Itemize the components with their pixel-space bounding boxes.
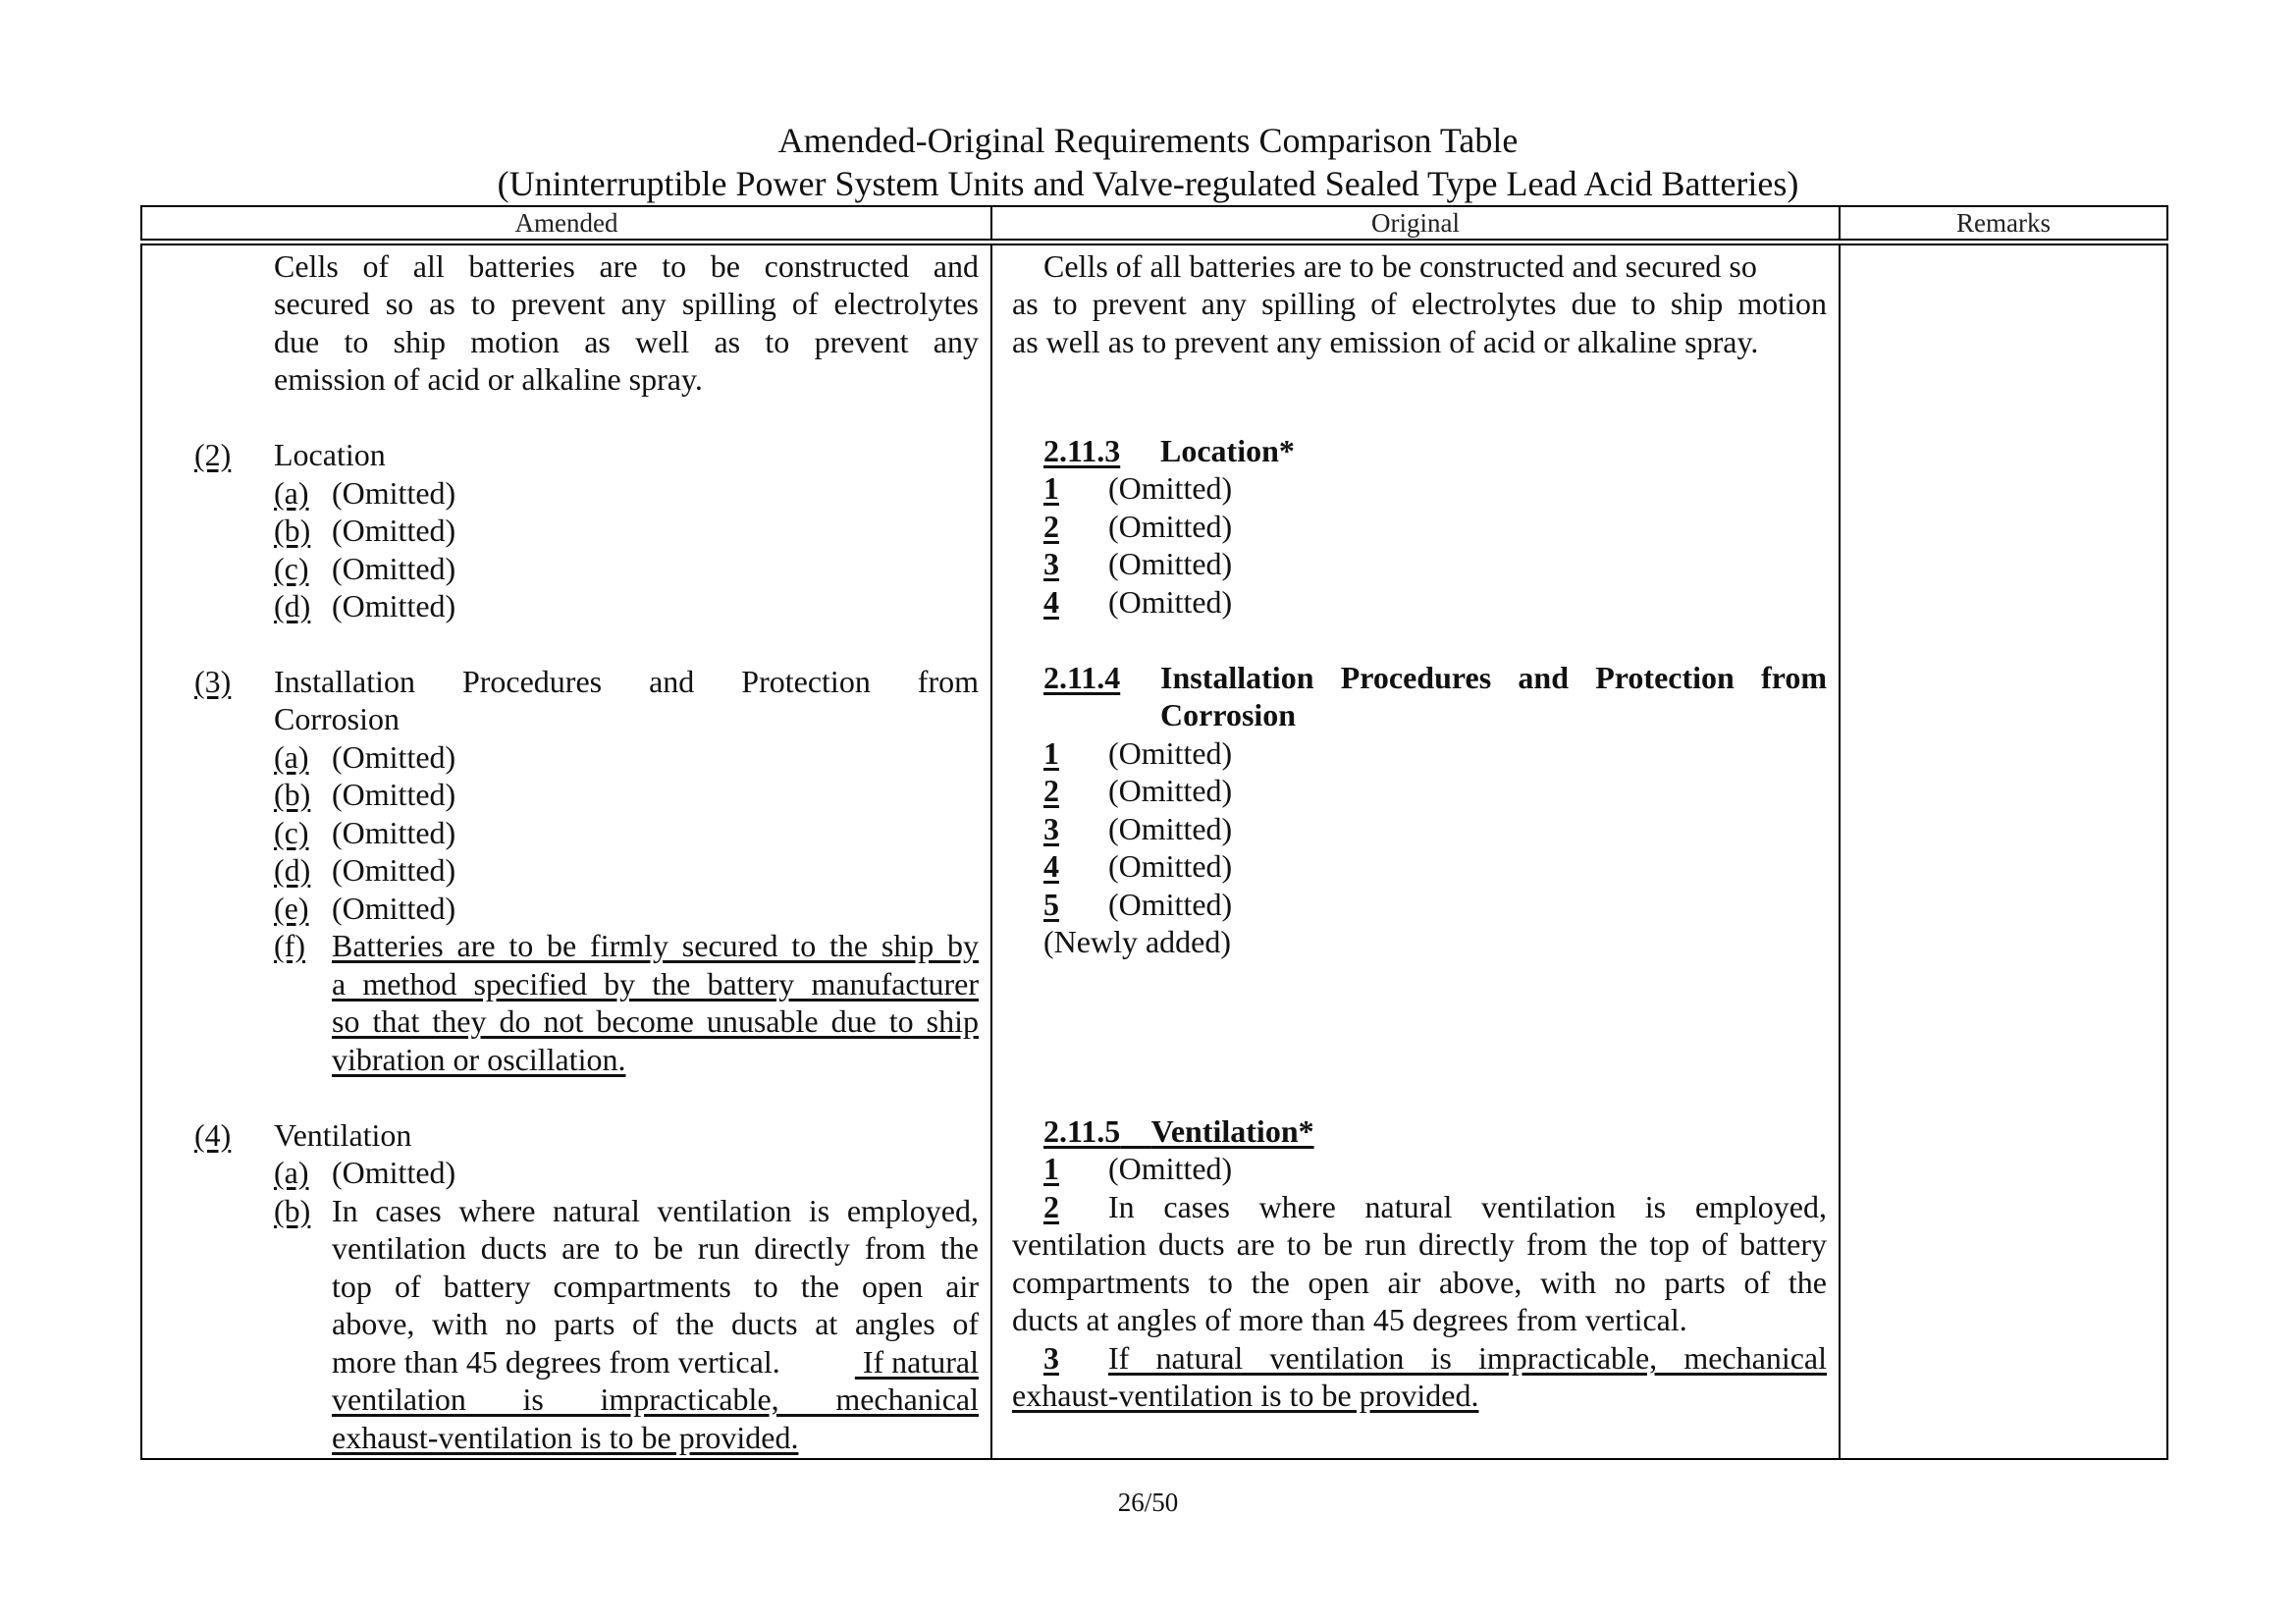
item-text: (Omitted) bbox=[332, 815, 456, 850]
original-section-title: Ventilation* bbox=[1150, 1113, 1314, 1149]
item-text: (Omitted) bbox=[1108, 811, 1233, 846]
item-text: (Omitted) bbox=[1108, 509, 1233, 544]
item-text-added: a method specified by the battery manufacturer bbox=[332, 966, 979, 1001]
item-text: In cases where natural ventilation is employed, bbox=[332, 1193, 979, 1228]
table-subtitle: (Uninterruptible Power System Units and Valve-regulated Sealed Type Lead Acid Batteries) bbox=[497, 164, 1799, 203]
item-text: (Omitted) bbox=[332, 588, 456, 623]
original-intro-line: Cells of all batteries are to be constructed and secured so bbox=[1043, 248, 1757, 284]
item-label: (c) bbox=[274, 551, 309, 586]
comparison-table-body bbox=[140, 244, 2168, 1460]
item-text-added: ventilation is impracticable, mechanical bbox=[332, 1381, 979, 1417]
item-text: (Omitted) bbox=[332, 475, 456, 511]
item-text: (Omitted) bbox=[1108, 584, 1233, 620]
item-text: top of battery compartments to the open air bbox=[332, 1269, 979, 1304]
item-label: (d) bbox=[274, 852, 311, 888]
item-number: 3 bbox=[1043, 811, 1059, 846]
item-text: compartments to the open air above, with no parts of the bbox=[1012, 1265, 1827, 1300]
item-label: (c) bbox=[274, 815, 309, 850]
item-text-added: so that they do not become unusable due to ship bbox=[332, 1003, 979, 1039]
item-text: ventilation ducts are to be run directly from the bbox=[332, 1230, 979, 1266]
newly-added-note: (Newly added) bbox=[1043, 924, 1232, 959]
amended-section-number: (4) bbox=[194, 1117, 232, 1153]
header-remarks: Remarks bbox=[1956, 208, 2051, 238]
item-text: (Omitted) bbox=[1108, 887, 1233, 922]
item-text: (Omitted) bbox=[1108, 773, 1233, 808]
item-label: (f) bbox=[274, 928, 305, 963]
amended-section-title: Installation Procedures and Protection from bbox=[274, 664, 979, 699]
item-number: 1 bbox=[1043, 1151, 1059, 1186]
item-text-added: Batteries are to be firmly secured to the ship by bbox=[332, 928, 979, 963]
amended-intro-line: secured so as to prevent any spilling of electrolytes bbox=[274, 286, 979, 321]
item-text: ventilation ducts are to be run directly from the top of battery bbox=[1012, 1226, 1827, 1262]
amended-section-number: (2) bbox=[194, 437, 232, 472]
item-number: 1 bbox=[1043, 470, 1059, 506]
header-amended: Amended bbox=[142, 207, 992, 239]
original-section-title: Installation Procedures and Protection from bbox=[1160, 660, 1827, 695]
item-text: (Omitted) bbox=[1108, 546, 1233, 581]
original-intro-line: as well as to prevent any emission of acid or alkaline spray. bbox=[1012, 324, 1759, 359]
original-section-title: Location* bbox=[1160, 433, 1295, 468]
item-label: (b) bbox=[274, 777, 311, 812]
item-label: (b) bbox=[274, 1193, 311, 1228]
page-number: 26/50 bbox=[1117, 1488, 1179, 1517]
column-divider bbox=[990, 245, 992, 1458]
original-section-heading bbox=[1043, 1112, 1336, 1150]
item-text: (Omitted) bbox=[1108, 735, 1233, 771]
original-section-number: 2.11.5 bbox=[1043, 1113, 1121, 1149]
original-intro-line: as to prevent any spilling of electrolytes due to ship motion bbox=[1012, 286, 1827, 321]
item-text: (Omitted) bbox=[332, 891, 456, 926]
item-number: 3 bbox=[1043, 546, 1059, 581]
column-divider bbox=[1839, 245, 1841, 1458]
item-label: (e) bbox=[274, 891, 309, 926]
item-text-mixed bbox=[332, 1343, 979, 1380]
column-header-row bbox=[140, 205, 2168, 241]
item-number: 2 bbox=[1043, 509, 1059, 544]
item-text: (Omitted) bbox=[332, 551, 456, 586]
amended-intro-line: emission of acid or alkaline spray. bbox=[274, 361, 703, 397]
item-number: 1 bbox=[1043, 735, 1059, 771]
amended-intro-line: due to ship motion as well as to prevent any bbox=[274, 324, 979, 359]
item-text: (Omitted) bbox=[332, 852, 456, 888]
item-number: 4 bbox=[1043, 848, 1059, 884]
item-label: (d) bbox=[274, 588, 311, 623]
item-text-added: If natural ventilation is impracticable, mechanical bbox=[1108, 1340, 1827, 1376]
item-text-added: exhaust-ventilation is to be provided. bbox=[1012, 1378, 1479, 1413]
item-number: 2 bbox=[1043, 1189, 1059, 1224]
item-text: (Omitted) bbox=[332, 513, 456, 548]
item-label: (a) bbox=[274, 739, 309, 775]
item-number: 4 bbox=[1043, 584, 1059, 620]
amended-section-title: Location bbox=[274, 437, 386, 472]
header-original: Original bbox=[992, 207, 1841, 239]
item-label: (b) bbox=[274, 513, 311, 548]
item-label: (a) bbox=[274, 1155, 309, 1190]
original-section-number: 2.11.4 bbox=[1043, 660, 1121, 695]
item-text: (Omitted) bbox=[1108, 470, 1233, 506]
amended-section-title: Corrosion bbox=[274, 701, 400, 736]
item-text: (Omitted) bbox=[332, 777, 456, 812]
item-text: above, with no parts of the ducts at angles of bbox=[332, 1306, 979, 1341]
original-section-number: 2.11.3 bbox=[1043, 433, 1121, 468]
item-number: 5 bbox=[1043, 887, 1059, 922]
original-section-title: Corrosion bbox=[1160, 697, 1297, 732]
item-text: (Omitted) bbox=[332, 739, 456, 775]
item-text-added: exhaust-ventilation is to be provided. bbox=[332, 1420, 799, 1455]
item-number: 3 bbox=[1043, 1340, 1059, 1376]
item-text: (Omitted) bbox=[332, 1155, 456, 1190]
item-text: (Omitted) bbox=[1108, 1151, 1233, 1186]
table-title: Amended-Original Requirements Comparison Table bbox=[777, 121, 1519, 160]
item-number: 2 bbox=[1043, 773, 1059, 808]
item-text: (Omitted) bbox=[1108, 848, 1233, 884]
item-text: ducts at angles of more than 45 degrees from vertical. bbox=[1012, 1302, 1687, 1337]
amended-intro-line: Cells of all batteries are to be constructed and bbox=[274, 248, 979, 284]
amended-section-number: (3) bbox=[194, 664, 232, 699]
item-text: In cases where natural ventilation is employed, bbox=[1108, 1189, 1827, 1224]
item-added-line bbox=[1043, 1339, 1827, 1377]
item-text-added: If natural bbox=[854, 1344, 979, 1380]
amended-section-title: Ventilation bbox=[274, 1117, 412, 1153]
item-label: (a) bbox=[274, 475, 309, 511]
item-text-added: vibration or oscillation. bbox=[332, 1042, 626, 1077]
item-text: more than 45 degrees from vertical. bbox=[332, 1344, 780, 1380]
